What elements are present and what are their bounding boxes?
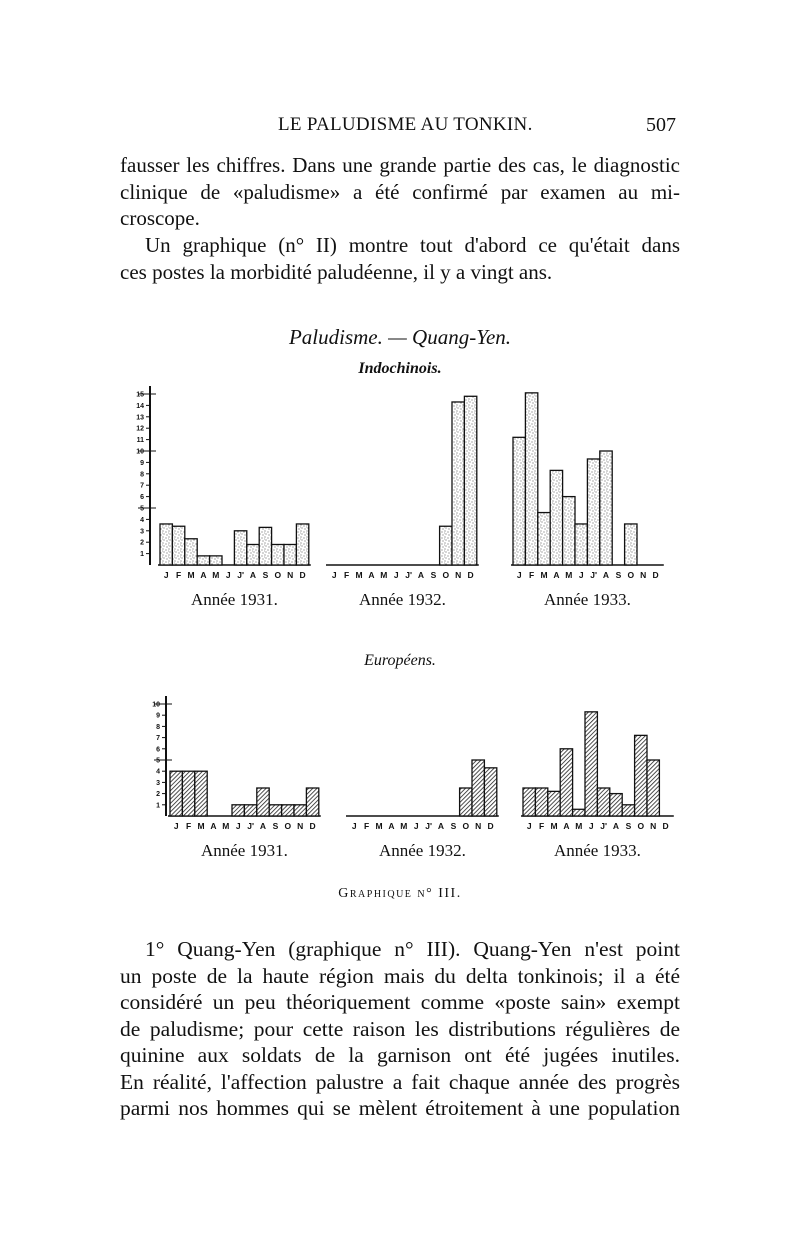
text-line: Un graphique (n° II) montre tout d'abord ce qu'était dans — [145, 233, 680, 257]
figure-caption-text: Graphique n° III. — [338, 886, 462, 901]
text-line: En réalité, l'affection palustre a fait chaque année des progrès — [120, 1069, 680, 1094]
bar — [585, 712, 597, 816]
month-label: J — [588, 821, 594, 831]
year-label: Année 1931. — [200, 841, 288, 860]
month-label: F — [363, 821, 370, 831]
month-label: J — [163, 570, 169, 580]
month-label: A — [602, 570, 610, 580]
month-label: M — [380, 570, 388, 580]
bar — [294, 805, 306, 816]
month-label: S — [430, 570, 437, 580]
y-tick-label: 15 — [136, 391, 144, 399]
month-label: J' — [590, 570, 597, 580]
month-label: J' — [247, 821, 254, 831]
month-label: M — [575, 821, 583, 831]
bar — [610, 794, 622, 816]
month-label: J — [516, 570, 522, 580]
month-label: F — [343, 570, 350, 580]
page-number: 507 — [646, 114, 676, 136]
month-label: J' — [405, 570, 412, 580]
text-line: un poste de la haute région mais du delta tonkinois; il a été — [120, 963, 680, 988]
bar — [548, 791, 560, 816]
month-label: D — [652, 570, 659, 580]
bar — [484, 768, 496, 816]
month-label: S — [625, 821, 632, 831]
month-label: A — [210, 821, 217, 831]
bar — [282, 805, 294, 816]
bar — [232, 805, 244, 816]
month-label: M — [565, 570, 573, 580]
bar — [272, 544, 284, 565]
bar — [647, 760, 659, 816]
month-label: A — [249, 570, 257, 580]
bar — [160, 524, 172, 565]
bar — [257, 788, 269, 816]
y-tick-label: 5 — [156, 757, 160, 765]
bar — [600, 451, 612, 565]
month-label: O — [442, 570, 450, 580]
month-label: A — [437, 821, 445, 831]
text-line: parmi nos hommes qui se mèlent étroitement à une population — [120, 1096, 680, 1120]
month-label: M — [540, 570, 548, 580]
month-label: A — [563, 821, 570, 831]
y-tick-label: 8 — [140, 471, 144, 479]
y-tick-label: 1 — [140, 551, 144, 559]
month-label: J — [526, 821, 532, 831]
month-label: O — [274, 570, 282, 580]
y-tick-label: 9 — [140, 459, 144, 467]
month-label: A — [368, 570, 375, 580]
y-tick-label: 6 — [156, 746, 160, 754]
text-line: considéré un peu théoriquement comme «poste sain» exempt — [120, 990, 680, 1014]
month-label: S — [450, 821, 457, 831]
month-label: J — [331, 570, 337, 580]
year-label: Année 1932. — [378, 841, 466, 860]
month-label: J — [578, 570, 584, 580]
month-label: N — [287, 570, 294, 580]
paragraph-2 — [120, 232, 680, 285]
bar — [259, 527, 271, 565]
month-label: D — [662, 821, 669, 831]
month-label: J — [351, 821, 357, 831]
bar — [635, 735, 647, 816]
y-tick-label: 3 — [140, 528, 144, 536]
bar — [563, 497, 575, 565]
bar — [538, 513, 550, 565]
bar — [210, 556, 222, 565]
y-tick-label: 7 — [140, 482, 144, 490]
month-label: N — [297, 821, 304, 831]
month-label: D — [467, 570, 474, 580]
text-line: clinique de «paludisme» a été confirmé par examen au mi- — [120, 179, 680, 204]
month-label: S — [615, 570, 622, 580]
year-label: Année 1932. — [358, 590, 446, 609]
bar — [170, 771, 182, 816]
text-line: de paludisme; pour cette raison les distributions régulières de — [120, 1016, 680, 1041]
y-tick-label: 12 — [136, 425, 144, 433]
month-label: D — [299, 570, 306, 580]
month-label: A — [612, 821, 620, 831]
y-tick-label: 10 — [152, 701, 160, 709]
paragraph-3 — [120, 936, 680, 1122]
bar — [597, 788, 609, 816]
bar — [182, 771, 194, 816]
month-label: M — [212, 570, 220, 580]
year-label: Année 1933. — [553, 841, 641, 860]
bar — [284, 544, 296, 565]
month-label: J — [413, 821, 419, 831]
figure-title: Paludisme. — Quang-Yen. — [288, 325, 512, 349]
month-label: S — [262, 570, 269, 580]
month-label: J' — [600, 821, 607, 831]
chart-indochinois — [0, 380, 800, 630]
y-tick-label: 8 — [156, 723, 160, 731]
text-line: fausser les chiffres. Dans une grande partie des cas, le diagnostic — [120, 153, 680, 177]
y-tick-label: 2 — [156, 791, 160, 799]
month-label: A — [259, 821, 267, 831]
month-label: N — [650, 821, 657, 831]
y-tick-label: 4 — [156, 768, 160, 776]
bar — [195, 771, 207, 816]
month-label: N — [475, 821, 482, 831]
bar — [575, 524, 587, 565]
year-label: Année 1933. — [543, 590, 631, 609]
bar — [560, 749, 572, 816]
text-line: quinine aux soldats de la garnison ont été jugées inutiles. — [120, 1043, 680, 1067]
text-line: ces postes la morbidité paludéenne, il y a vingt ans. — [120, 259, 553, 284]
chart-subtitle-indochinois: Indochinois. — [358, 360, 442, 377]
y-tick-label: 14 — [136, 402, 144, 410]
month-label: M — [400, 821, 408, 831]
bar — [306, 788, 318, 816]
y-tick-label: 4 — [140, 516, 144, 524]
month-label: J' — [425, 821, 432, 831]
bar — [622, 805, 634, 816]
month-label: A — [200, 570, 207, 580]
month-label: J' — [237, 570, 244, 580]
month-label: M — [375, 821, 383, 831]
y-tick-label: 10 — [136, 448, 144, 456]
bar — [244, 805, 256, 816]
month-label: A — [388, 821, 395, 831]
bar — [573, 809, 585, 816]
month-label: D — [309, 821, 316, 831]
month-label: M — [355, 570, 363, 580]
bar — [269, 805, 281, 816]
month-label: F — [175, 570, 182, 580]
y-tick-label: 2 — [140, 539, 144, 547]
chart-subtitle-europeens: Européens. — [364, 652, 436, 669]
bar — [185, 539, 197, 565]
month-label: F — [185, 821, 192, 831]
month-label: O — [462, 821, 470, 831]
bar — [460, 788, 472, 816]
y-tick-label: 9 — [156, 712, 160, 720]
y-tick-label: 5 — [140, 505, 144, 513]
month-label: D — [487, 821, 494, 831]
month-label: M — [222, 821, 230, 831]
bar — [513, 437, 525, 565]
y-tick-label: 13 — [136, 414, 144, 422]
month-label: S — [272, 821, 279, 831]
month-label: F — [538, 821, 545, 831]
bar — [535, 788, 547, 816]
bar — [587, 459, 599, 565]
bar — [452, 402, 464, 565]
bar — [247, 544, 259, 565]
y-tick-label: 1 — [156, 802, 160, 810]
month-label: A — [417, 570, 425, 580]
text-line: croscope. — [120, 206, 200, 230]
bar — [464, 396, 476, 565]
month-label: A — [553, 570, 560, 580]
running-title: LE PALUDISME AU TONKIN. — [278, 114, 533, 135]
y-tick-label: 6 — [140, 494, 144, 502]
bar — [234, 531, 246, 565]
figure-caption — [0, 886, 800, 902]
bar — [550, 470, 562, 565]
bar — [472, 760, 484, 816]
month-label: O — [627, 570, 635, 580]
y-tick-label: 11 — [136, 437, 144, 445]
month-label: N — [640, 570, 647, 580]
paragraph-1 — [120, 152, 680, 232]
y-tick-label: 7 — [156, 735, 160, 743]
bar — [172, 526, 184, 565]
bar — [296, 524, 308, 565]
month-label: J — [393, 570, 399, 580]
chart-europeens — [0, 672, 800, 872]
month-label: O — [637, 821, 645, 831]
bar — [625, 524, 637, 565]
month-label: J — [225, 570, 231, 580]
text-line: 1° Quang-Yen (graphique n° III). Quang-Yen n'est point — [145, 937, 680, 961]
bar — [523, 788, 535, 816]
year-label: Année 1931. — [190, 590, 278, 609]
month-label: M — [197, 821, 205, 831]
month-label: N — [455, 570, 462, 580]
running-head — [120, 114, 680, 144]
bar — [440, 526, 452, 565]
month-label: J — [235, 821, 241, 831]
bar — [525, 393, 537, 565]
month-label: M — [187, 570, 195, 580]
month-label: F — [528, 570, 535, 580]
y-tick-label: 3 — [156, 779, 160, 787]
month-label: J — [173, 821, 179, 831]
month-label: O — [284, 821, 292, 831]
bar — [197, 556, 209, 565]
month-label: M — [550, 821, 558, 831]
